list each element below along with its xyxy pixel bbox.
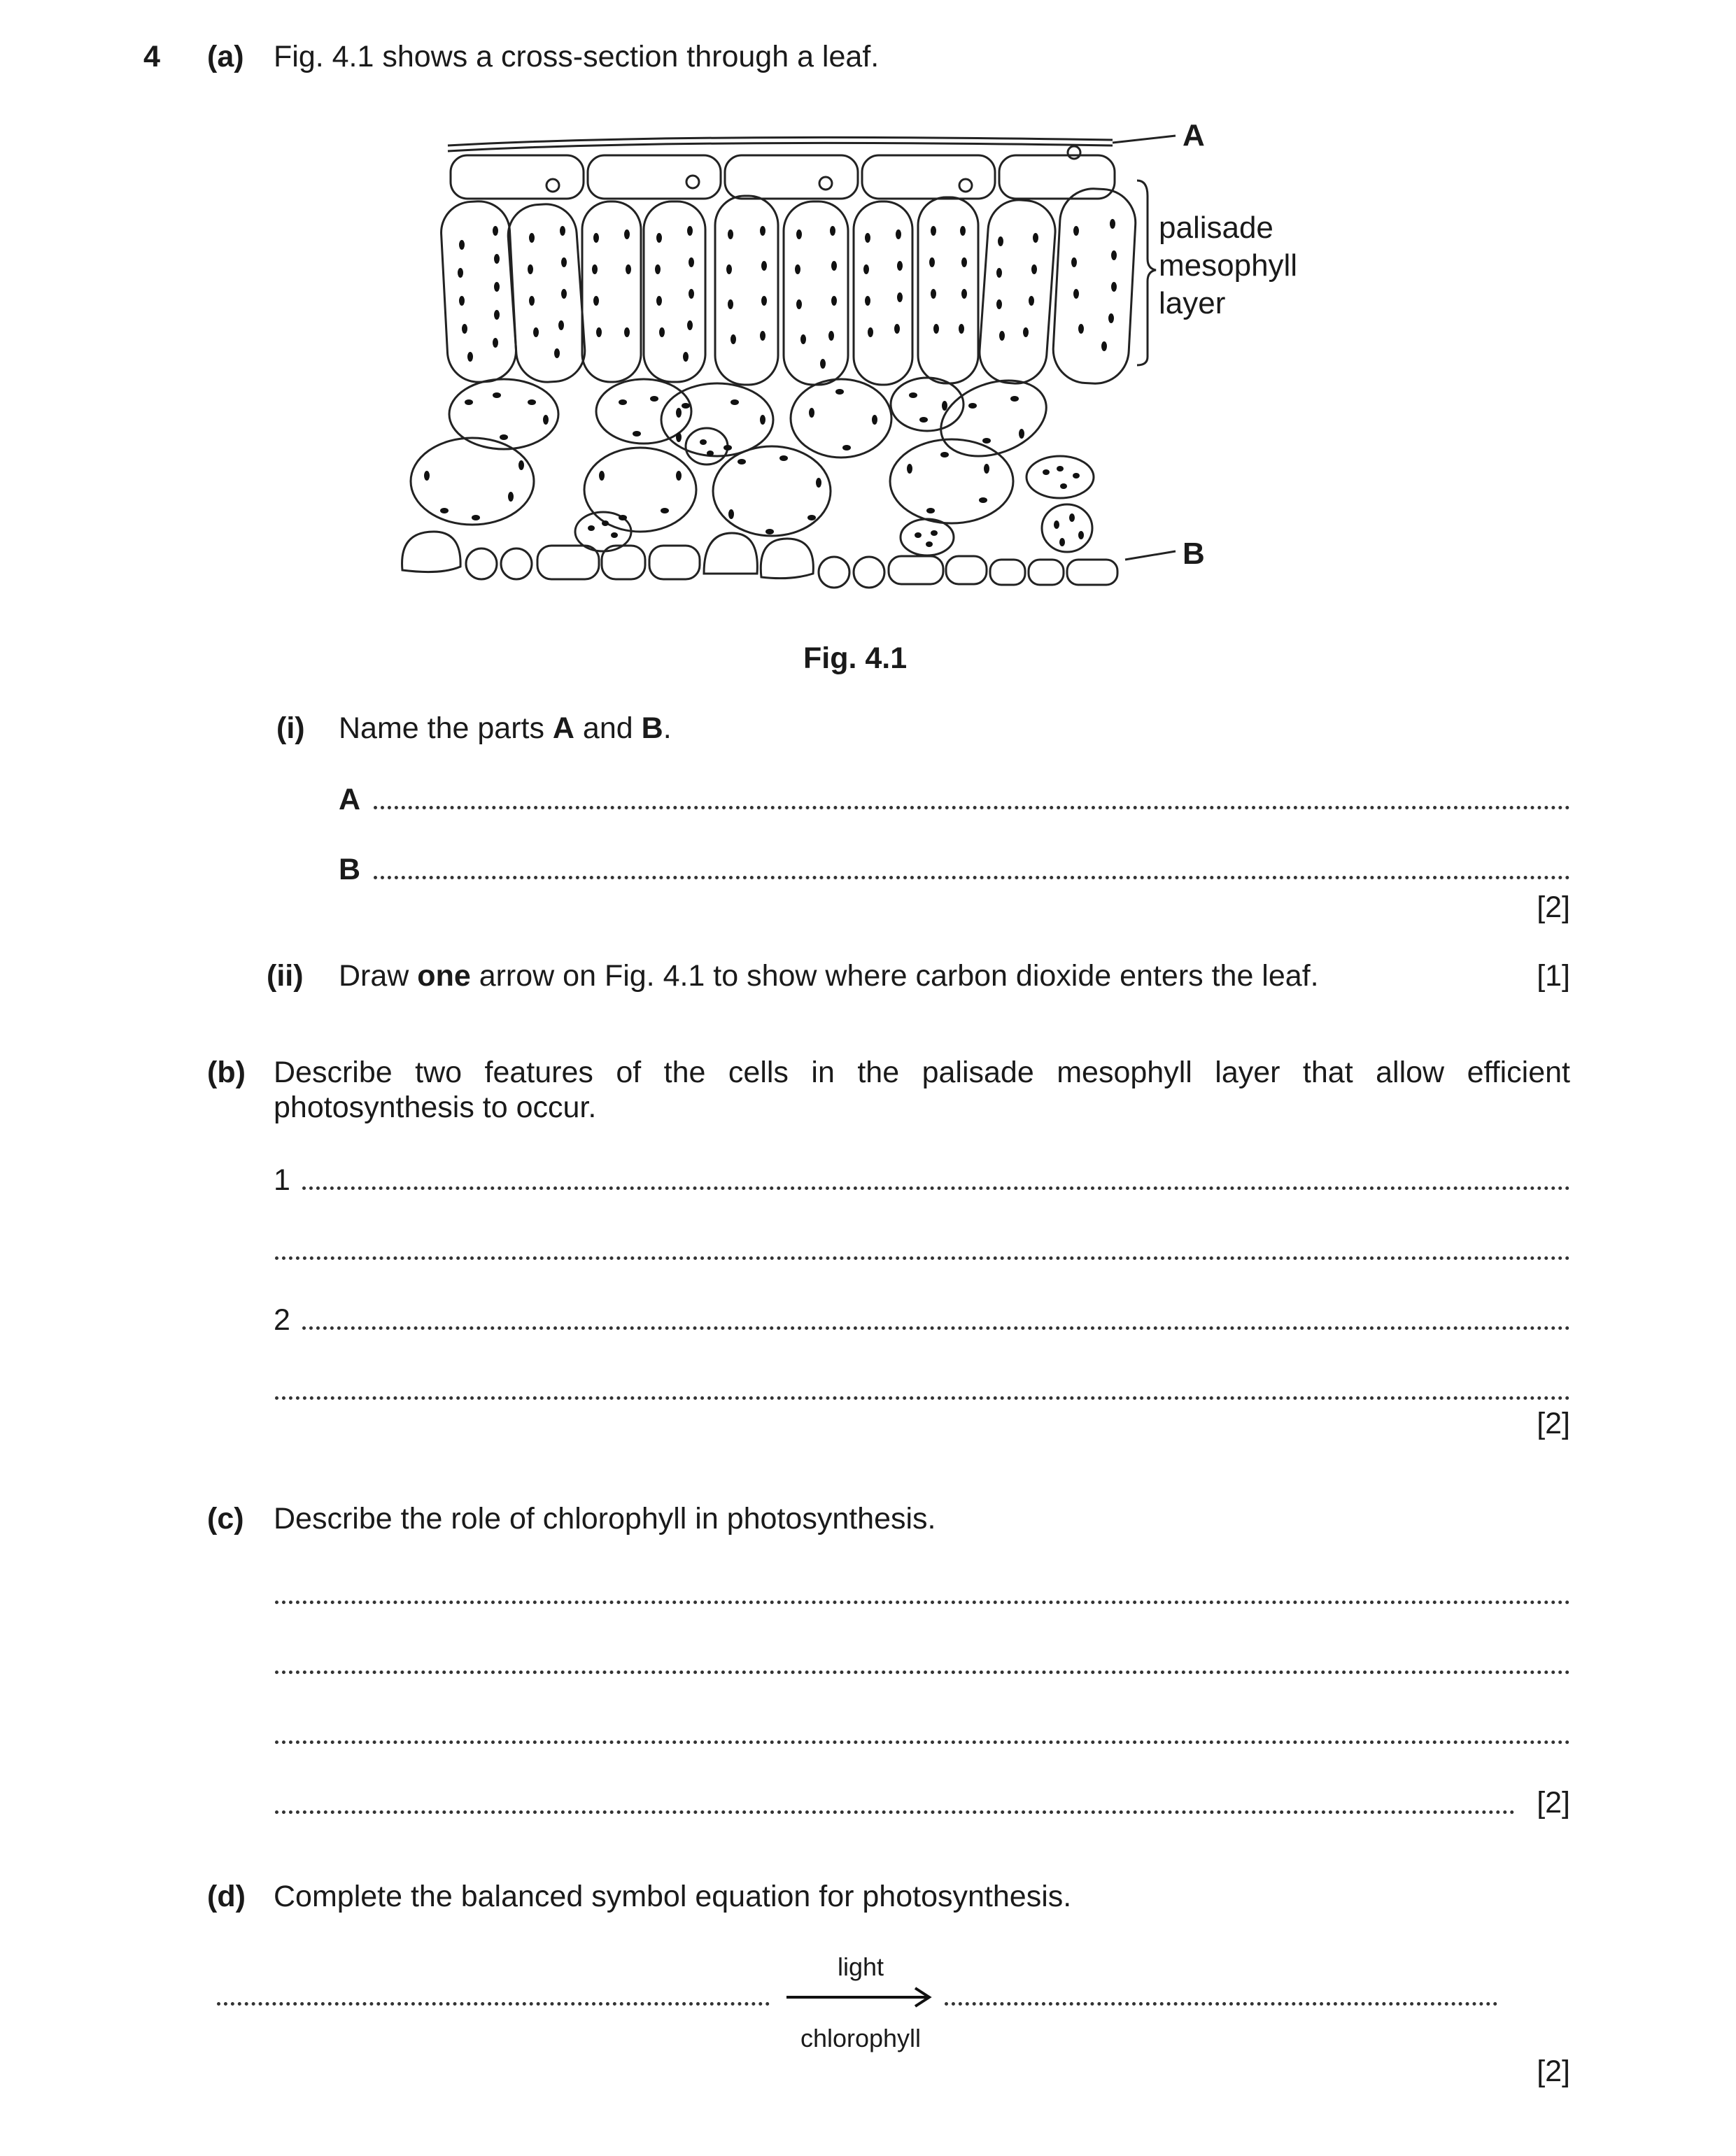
part-b-stem-line1: Describe two features of the cells in the palisade mesophyll layer that allow efficient bbox=[274, 1056, 1570, 1089]
label-a: A bbox=[1183, 119, 1205, 153]
answer-a-label: A bbox=[339, 783, 361, 816]
leaf-cross-section-figure bbox=[392, 119, 1343, 609]
part-c-label: (c) bbox=[207, 1502, 244, 1536]
answer-line-b2a[interactable] bbox=[302, 1326, 1570, 1330]
part-a-i-label: (i) bbox=[276, 711, 305, 745]
marks-d: [2] bbox=[1537, 2055, 1570, 2088]
part-a-stem: Fig. 4.1 shows a cross-section through a leaf. bbox=[274, 40, 880, 73]
part-a-i-text: Name the parts A and B. bbox=[339, 711, 672, 745]
answer-line-c2[interactable] bbox=[275, 1671, 1570, 1674]
palisade-label-line3: layer bbox=[1159, 286, 1226, 320]
answer-2-label: 2 bbox=[274, 1303, 290, 1337]
palisade-cells bbox=[439, 187, 1137, 385]
question-number: 4 bbox=[143, 40, 160, 73]
reaction-arrow-icon bbox=[784, 1980, 938, 2015]
answer-1-label: 1 bbox=[274, 1163, 290, 1197]
part-b-stem-line2: photosynthesis to occur. bbox=[274, 1091, 597, 1124]
answer-line-b[interactable] bbox=[374, 876, 1570, 879]
answer-b-label: B bbox=[339, 853, 361, 886]
marks-b: [2] bbox=[1537, 1407, 1570, 1440]
part-a-ii-label: (ii) bbox=[267, 959, 304, 993]
equation-products-line[interactable] bbox=[945, 2002, 1497, 2006]
equation-reactants-line[interactable] bbox=[217, 2002, 770, 2006]
label-b: B bbox=[1183, 537, 1205, 571]
part-a-label: (a) bbox=[207, 40, 244, 73]
answer-line-c4[interactable] bbox=[275, 1810, 1515, 1814]
marks-a-i: [2] bbox=[1537, 891, 1570, 924]
answer-line-c1[interactable] bbox=[275, 1601, 1570, 1604]
answer-line-b1a[interactable] bbox=[302, 1186, 1570, 1190]
answer-line-a[interactable] bbox=[374, 806, 1570, 809]
part-d-label: (d) bbox=[207, 1880, 246, 1913]
marks-a-ii: [1] bbox=[1537, 959, 1570, 993]
part-b-label: (b) bbox=[207, 1056, 246, 1089]
part-a-ii-text: Draw one arrow on Fig. 4.1 to show where carbon dioxide enters the leaf. bbox=[339, 959, 1319, 993]
answer-line-b1b[interactable] bbox=[275, 1256, 1570, 1260]
part-d-stem: Complete the balanced symbol equation for photosynthesis. bbox=[274, 1880, 1072, 1913]
answer-line-c3[interactable] bbox=[275, 1740, 1570, 1744]
condition-chlorophyll: chlorophyll bbox=[800, 2024, 922, 2052]
figure-caption: Fig. 4.1 bbox=[803, 641, 908, 675]
part-c-stem: Describe the role of chlorophyll in photosynthesis. bbox=[274, 1502, 936, 1536]
condition-light: light bbox=[837, 1952, 884, 1981]
marks-c: [2] bbox=[1537, 1786, 1570, 1820]
palisade-label-line2: mesophyll bbox=[1159, 248, 1298, 283]
palisade-label-line1: palisade bbox=[1159, 211, 1273, 245]
lower-epidermis-cells bbox=[402, 532, 1117, 588]
spongy-mesophyll-cells bbox=[411, 367, 1094, 555]
answer-line-b2b[interactable] bbox=[275, 1396, 1570, 1400]
